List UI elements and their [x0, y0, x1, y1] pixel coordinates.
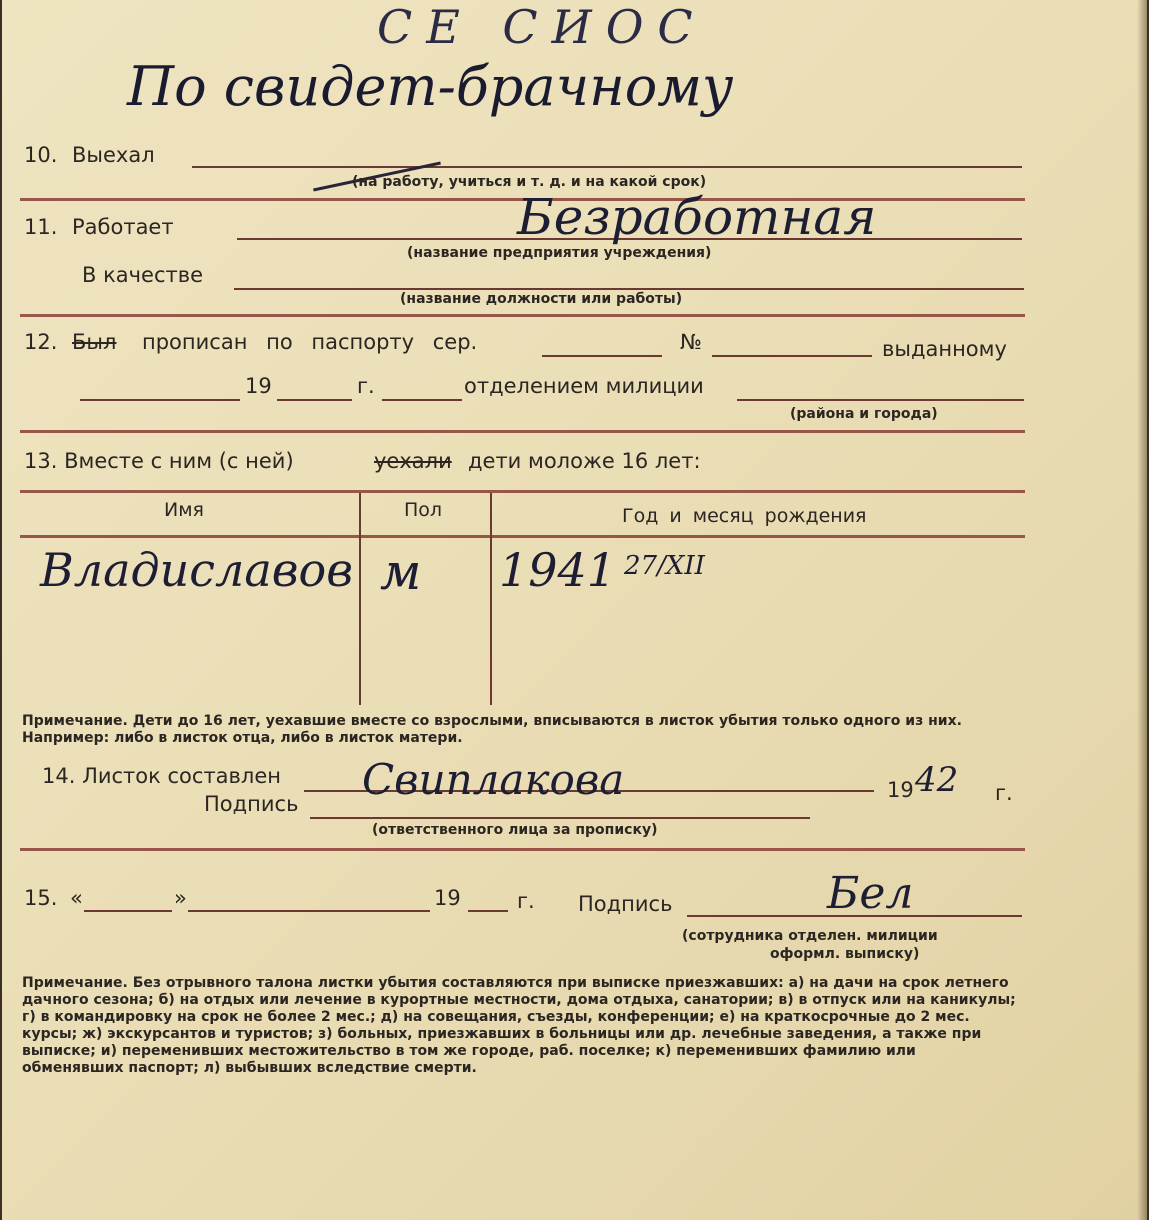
field-11-label-2: В качестве [82, 263, 204, 287]
field-14-year-hand: 42 [915, 760, 959, 800]
note-2-lead: Примечание. [22, 975, 128, 991]
field-12-series-line [542, 355, 662, 357]
table-divider-1 [359, 493, 361, 705]
field-11-hint-2: (название должности или работы) [400, 291, 683, 307]
table-header-name: Имя [164, 499, 204, 521]
field-15-signature: Бел [827, 868, 914, 919]
field-12-militia-line [737, 399, 1024, 401]
field-15-year: 19 [434, 886, 461, 910]
field-15-year-line [468, 910, 508, 912]
field-14-label: 14. Листок составлен [42, 764, 281, 788]
field-14-g: г. [995, 781, 1013, 805]
rule-14 [20, 848, 1025, 851]
field-12-g: г. [357, 374, 375, 398]
field-15-day-line [84, 910, 172, 912]
table-row-date-extra: 27/XII [624, 551, 705, 581]
rule-12 [20, 430, 1025, 433]
table-header-date: Год и месяц рождения [622, 505, 867, 527]
table-header-sex: Пол [404, 499, 443, 521]
field-15-quote-close: » [174, 886, 187, 910]
field-12-year: 19 [245, 374, 272, 398]
handwritten-basis: По свидет-брачному [127, 55, 734, 118]
field-13-text-a: 13. Вместе с ним (с ней) [24, 449, 294, 473]
field-12-number-line [712, 355, 872, 357]
field-12-text-3: отделением милиции [464, 374, 704, 398]
table-row-sex: м [380, 543, 422, 601]
table-header-rule [20, 535, 1025, 538]
field-15-quote-open: « [70, 886, 83, 910]
field-11-number: 11. [24, 215, 58, 239]
rule-11 [20, 314, 1025, 317]
note-1-lead: Примечание. [22, 713, 128, 729]
field-15-g: г. [517, 889, 535, 913]
field-12-hint: (района и города) [790, 406, 938, 422]
field-12-text-2: выданному [882, 337, 1007, 361]
field-11-value: Безработная [517, 188, 877, 246]
field-10-number: 10. [24, 143, 58, 167]
field-11-underline-2 [234, 288, 1024, 290]
field-12-no: № [680, 330, 702, 354]
field-14-hint: (ответственного лица за прописку) [372, 822, 658, 838]
table-row-date: 1941 [499, 543, 617, 597]
field-15-hint-1: (сотрудника отделен. милиции [682, 928, 938, 944]
stamp-note: СЕ СИОС [377, 0, 707, 54]
field-15-hint-2: оформл. выписку) [770, 946, 920, 962]
field-15-month-line [188, 910, 430, 912]
note-2-text: Без отрывного талона листки убытия составляются при выписке приезжавших: а) на дачи на срок летнего дачного сезона; б) на отдых или лечение в курортные местности, дома отдыха, санатории; в) в отпуск или на каникулы; г) в командировку на срок не более 2 мес.; д) на совещания, съезды, конференции; е) на краткосрочные до 2 мес. курсы; ж) экскурсантов и туристов; з) больных, приезжавших в больницы или др. лечебные заведения, а также при выписке; и) переменивших местожительство в том же городе, раб. поселке; к) переменивших фамилию или обменявших паспорт; л) выбывших вследствие смерти. [22, 975, 1016, 1076]
field-10-hint: (на работу, учиться и т. д. и на какой срок) [352, 174, 707, 190]
table-row-name: Владиславов [40, 543, 354, 597]
field-13-struck-word: уехали [374, 449, 452, 473]
field-12-g-line [382, 399, 462, 401]
sheet-edge-shadow [1137, 0, 1147, 1220]
field-14-year: 19 [887, 778, 914, 802]
field-10-label: Выехал [72, 143, 155, 167]
document-sheet [2, 0, 1147, 1220]
field-13-text-b: дети моложе 16 лет: [468, 449, 701, 473]
note-1 [22, 713, 1022, 747]
field-12-date-line [80, 399, 240, 401]
note-2 [22, 975, 1022, 1077]
field-11-label: Работает [72, 215, 174, 239]
field-12-year-line [277, 399, 352, 401]
field-15-number: 15. [24, 886, 58, 910]
field-12-text-1: прописан по паспорту сер. [142, 330, 478, 354]
table-top-rule [20, 490, 1025, 493]
field-14-signature: Свиплакова [362, 755, 625, 804]
note-1-text: Дети до 16 лет, уехавшие вместе со взрослыми, вписываются в листок убытия только одного из них. Например: либо в листок отца, либо в листок матери. [22, 713, 962, 746]
table-divider-2 [490, 493, 492, 705]
field-14-sig-label: Подпись [204, 792, 299, 816]
field-12-struck-word: Был [72, 330, 117, 354]
field-11-hint-1: (название предприятия учреждения) [407, 245, 712, 261]
field-12-number: 12. [24, 330, 58, 354]
field-14-sig-underline [310, 817, 810, 819]
field-15-sig-label: Подпись [578, 892, 673, 916]
field-10-underline [192, 166, 1022, 168]
